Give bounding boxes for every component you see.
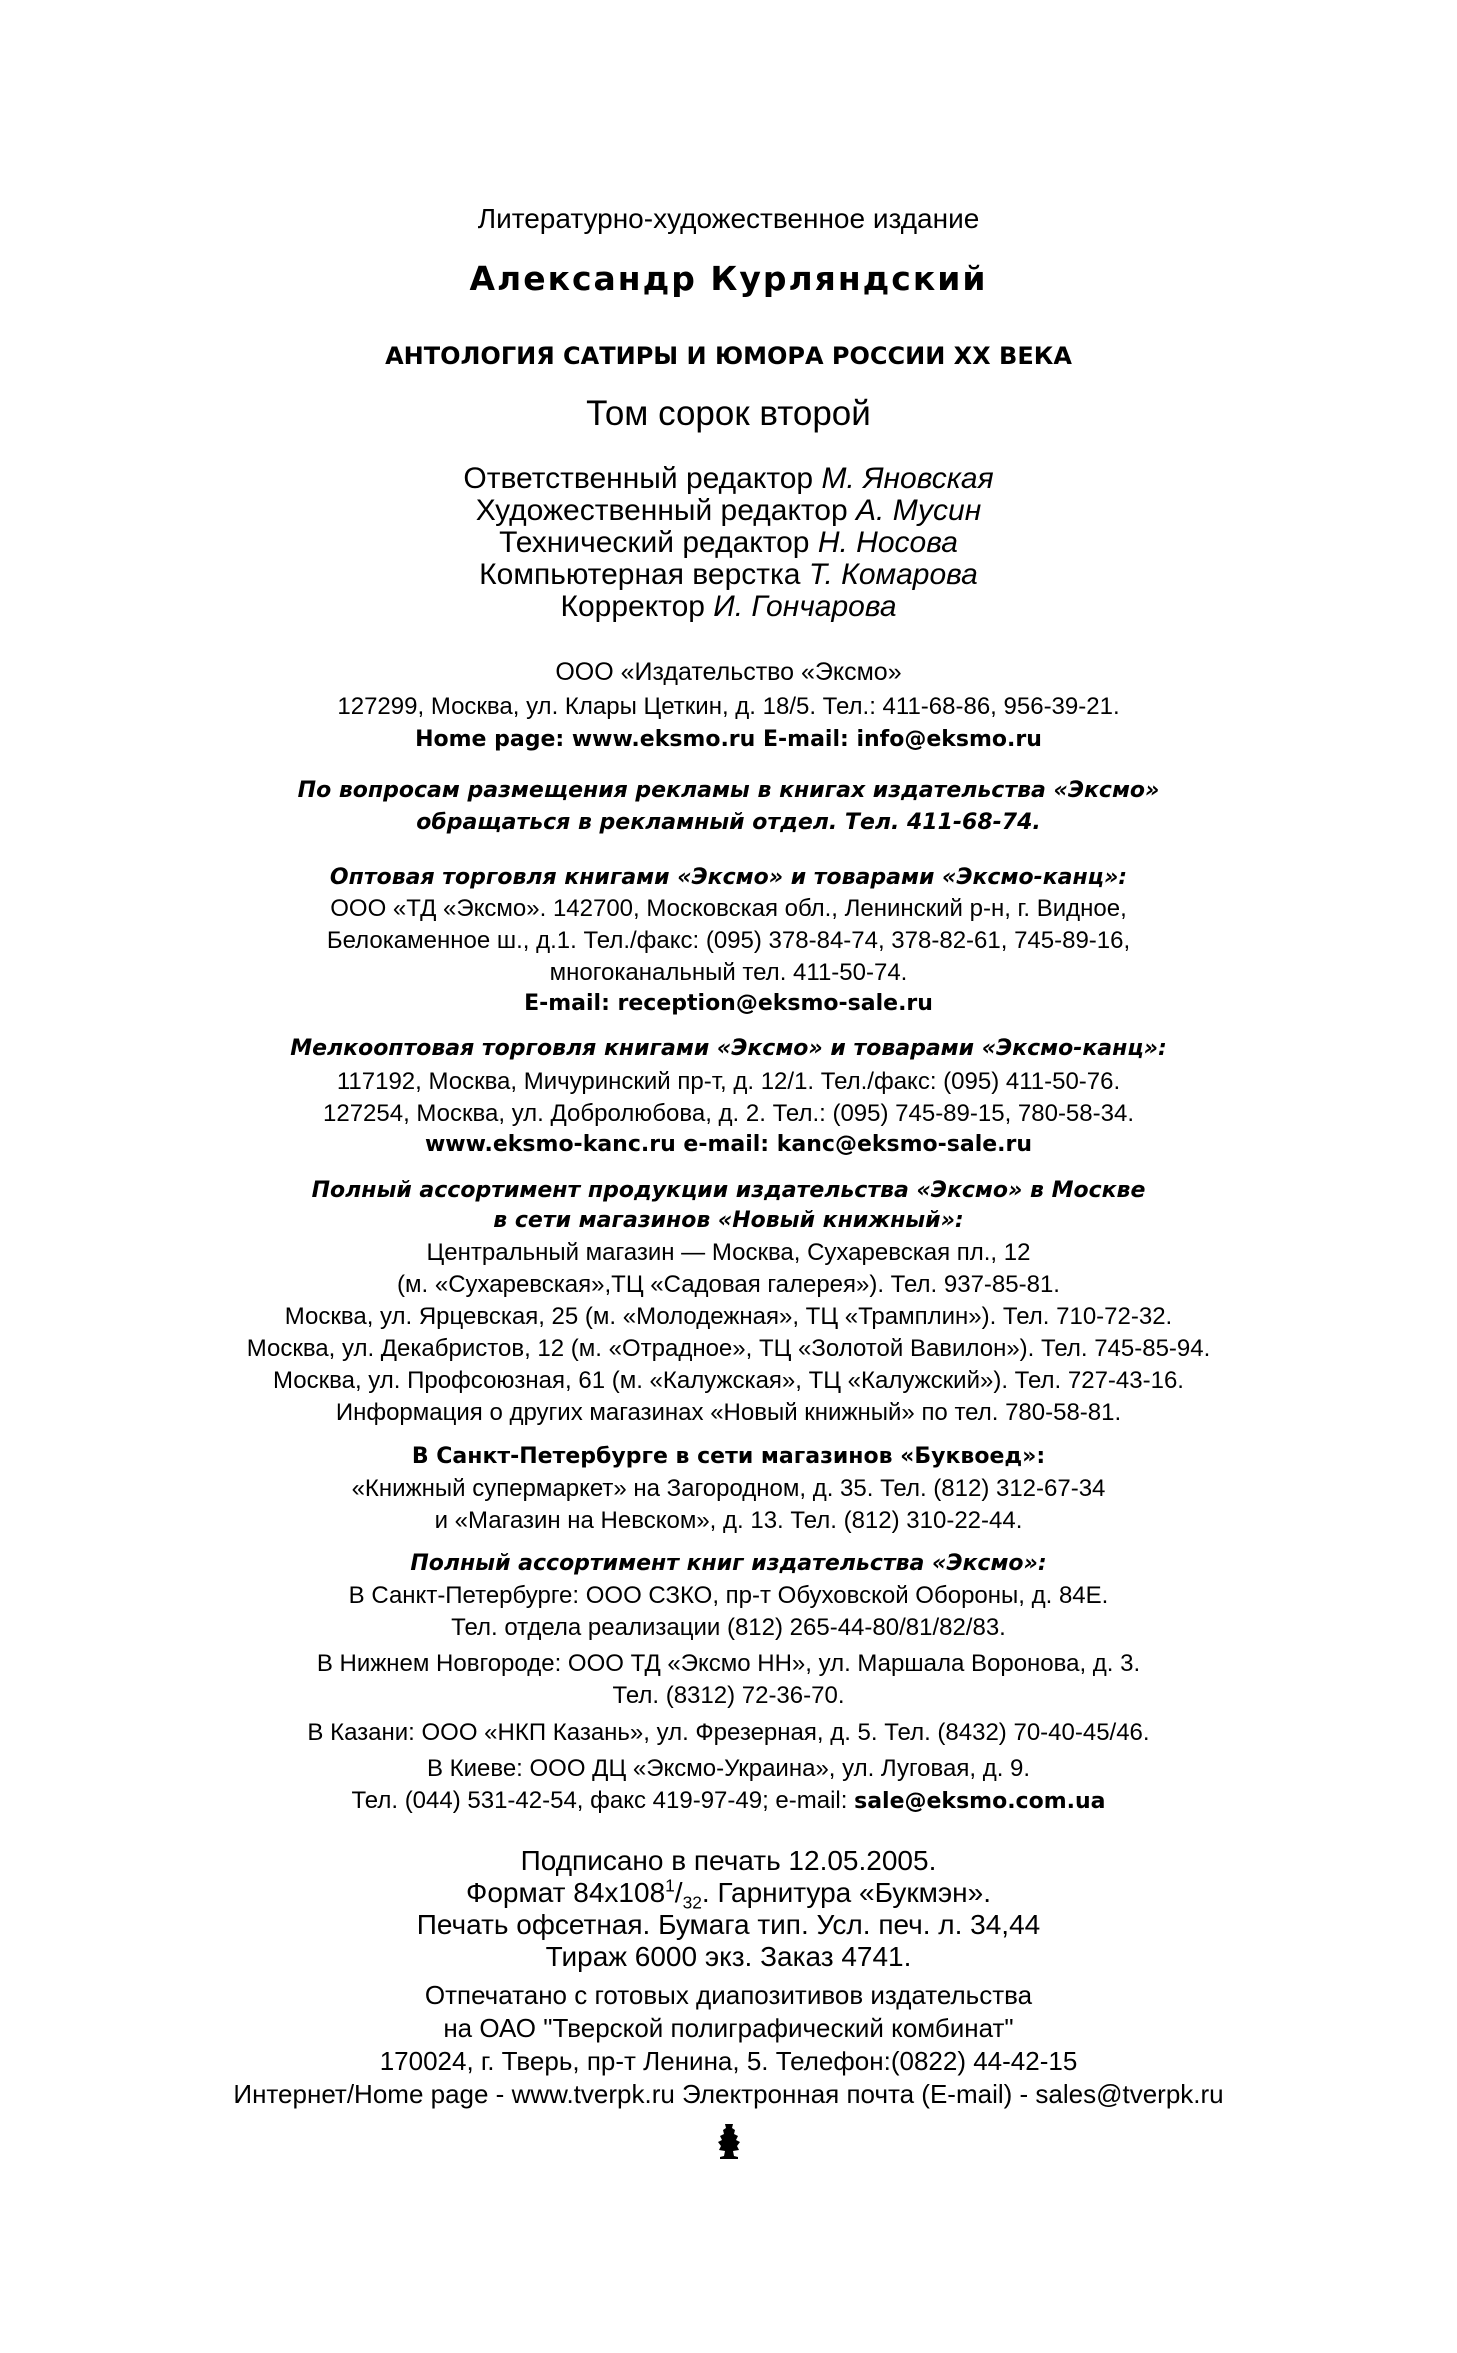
- format-numerator: 1: [665, 1875, 675, 1896]
- printer-mark-icon: [716, 2122, 742, 2160]
- credit-line: [0, 528, 1457, 558]
- spb-store-line: и «Магазин на Невском», д. 13. Тел. (812) 310-22-44.: [434, 1507, 1023, 1534]
- format-denominator: 32: [682, 1892, 702, 1913]
- publisher-web: Home page: www.eksmo.ru E-mail: info@eksmo.ru: [415, 727, 1042, 752]
- full-assortment-line: В Казани: ООО «НКП Казань», ул. Фрезерная, д. 5. Тел. (8432) 70-40-45/46.: [307, 1719, 1150, 1746]
- volume-title: Том сорок второй: [586, 394, 871, 433]
- moscow-store-line: Москва, ул. Профсоюзная, 61 (м. «Калужская», ТЦ «Калужский»). Тел. 727-43-16.: [273, 1367, 1184, 1394]
- printer-line: 170024, г. Тверь, пр-т Ленина, 5. Телефон:(0822) 44-42-15: [379, 2046, 1078, 2076]
- full-assortment-contact: Тел. (044) 531-42-54, факс 419-97-49; e-mail:: [351, 1787, 855, 1814]
- wholesale-line: ООО «ТД «Эксмо». 142700, Московская обл., Ленинский р-н, г. Видное,: [330, 895, 1127, 922]
- credit-name: М. Яновская: [821, 462, 994, 495]
- full-assortment-line: В Нижнем Новгороде: ООО ТД «Эксмо НН», ул. Маршала Воронова, д. 3.: [316, 1650, 1141, 1677]
- small-wholesale-line: 127254, Москва, ул. Добролюбова, д. 2. Тел.: (095) 745-89-15, 780-58-34.: [323, 1100, 1134, 1127]
- credit-name: А. Мусин: [856, 494, 982, 527]
- full-assortment-line: В Киеве: ООО ДЦ «Эксмо-Украина», ул. Луговая, д. 9.: [426, 1755, 1031, 1782]
- full-assortment-email: sale@eksmo.com.ua: [854, 1789, 1106, 1814]
- print-format: Формат $84х108^1/_{32}$. Гарнитура «Букмэн».: [466, 1875, 991, 1913]
- moscow-stores-heading: в сети магазинов «Новый книжный»:: [493, 1208, 964, 1233]
- credit-role: Художественный редактор: [475, 494, 848, 527]
- format-suffix: . Гарнитура «Букмэн».: [701, 1877, 991, 1908]
- small-wholesale-web: www.eksmo-kanc.ru e-mail: kanc@eksmo-sale.ru: [424, 1132, 1033, 1157]
- moscow-store-line: (м. «Сухаревская»,ТЦ «Садовая галерея»). Тел. 937-85-81.: [397, 1271, 1060, 1298]
- print-type: Печать офсетная. Бумага тип. Усл. печ. л. 34,44: [416, 1909, 1041, 1940]
- printer-line: Отпечатано с готовых диапозитивов издательства: [424, 1980, 1033, 2010]
- print-signed: Подписано в печать 12.05.2005.: [520, 1845, 937, 1876]
- printer-line: Интернет/Home page - www.tverpk.ru Электронная почта (E-mail) - sales@tverpk.ru: [233, 2079, 1224, 2109]
- moscow-store-line: Москва, ул. Ярцевская, 25 (м. «Молодежная», ТЦ «Трамплин»). Тел. 710-72-32.: [284, 1303, 1173, 1330]
- author-name: Александр Курляндский: [469, 259, 988, 298]
- credit-name: Н. Носова: [817, 526, 958, 559]
- credit-role: Компьютерная верстка: [479, 558, 801, 591]
- credit-name: Т. Комарова: [808, 558, 978, 591]
- printer-line: на ОАО "Тверской полиграфический комбинат": [443, 2013, 1014, 2043]
- moscow-store-line: Информация о других магазинах «Новый книжный» по тел. 780-58-81.: [335, 1399, 1122, 1426]
- credit-line: [0, 496, 1457, 526]
- credit-role: Технический редактор: [499, 526, 810, 559]
- wholesale-heading: Оптовая торговля книгами «Эксмо» и товарами «Эксмо-канц»:: [329, 865, 1128, 890]
- credit-role: Корректор: [560, 590, 705, 623]
- full-assortment-line: В Санкт-Петербурге: ООО СЗКО, пр-т Обуховской Обороны, д. 84Е.: [348, 1582, 1109, 1609]
- print-run: Тираж 6000 экз. Заказ 4741.: [545, 1941, 912, 1972]
- spb-stores-heading: В Санкт-Петербурге в сети магазинов «Буквоед»:: [411, 1444, 1046, 1469]
- small-wholesale-heading: Мелкооптовая торговля книгами «Эксмо» и товарами «Эксмо-канц»:: [290, 1036, 1167, 1061]
- wholesale-email: E-mail: reception@eksmo-sale.ru: [524, 991, 933, 1016]
- spb-store-line: «Книжный супермаркет» на Загородном, д. 35. Тел. (812) 312-67-34: [351, 1475, 1106, 1502]
- full-assortment-line: Тел. (8312) 72-36-70.: [612, 1682, 845, 1709]
- credit-name: И. Гончарова: [713, 590, 897, 623]
- wholesale-line: Белокаменное ш., д.1. Тел./факс: (095) 378-84-74, 378-82-61, 745-89-16,: [326, 927, 1131, 954]
- advertising-line: По вопросам размещения рекламы в книгах издательства «Эксмо»: [297, 778, 1160, 803]
- edition-type: Литературно-художественное издание: [477, 203, 980, 234]
- full-assortment-line: [0, 1789, 1457, 1813]
- credit-role: Ответственный редактор: [463, 462, 814, 495]
- full-assortment-line: Тел. отдела реализации (812) 265-44-80/81/82/83.: [451, 1614, 1006, 1641]
- credit-line: [0, 592, 1457, 622]
- publisher-address: 127299, Москва, ул. Клары Цеткин, д. 18/5. Тел.: 411-68-86, 956-39-21.: [337, 693, 1120, 720]
- series-title: АНТОЛОГИЯ САТИРЫ И ЮМОРА РОССИИ XX ВЕКА: [385, 342, 1072, 370]
- moscow-store-line: Центральный магазин — Москва, Сухаревская пл., 12: [426, 1239, 1031, 1266]
- format-prefix: Формат 84х108: [466, 1877, 666, 1908]
- advertising-line: обращаться в рекламный отдел. Тел. 411-68-74.: [416, 810, 1041, 835]
- full-assortment-heading: Полный ассортимент книг издательства «Эксмо»:: [410, 1551, 1047, 1576]
- wholesale-line: многоканальный тел. 411-50-74.: [549, 959, 908, 986]
- moscow-stores-heading: Полный ассортимент продукции издательства «Эксмо» в Москве: [311, 1178, 1146, 1203]
- credit-line: [0, 560, 1457, 590]
- credit-line: [0, 464, 1457, 494]
- publisher-name: ООО «Издательство «Эксмо»: [555, 658, 902, 686]
- moscow-store-line: Москва, ул. Декабристов, 12 (м. «Отрадное», ТЦ «Золотой Вавилон»). Тел. 745-85-94.: [246, 1335, 1211, 1362]
- small-wholesale-line: 117192, Москва, Мичуринский пр-т, д. 12/1. Тел./факс: (095) 411-50-76.: [336, 1068, 1121, 1095]
